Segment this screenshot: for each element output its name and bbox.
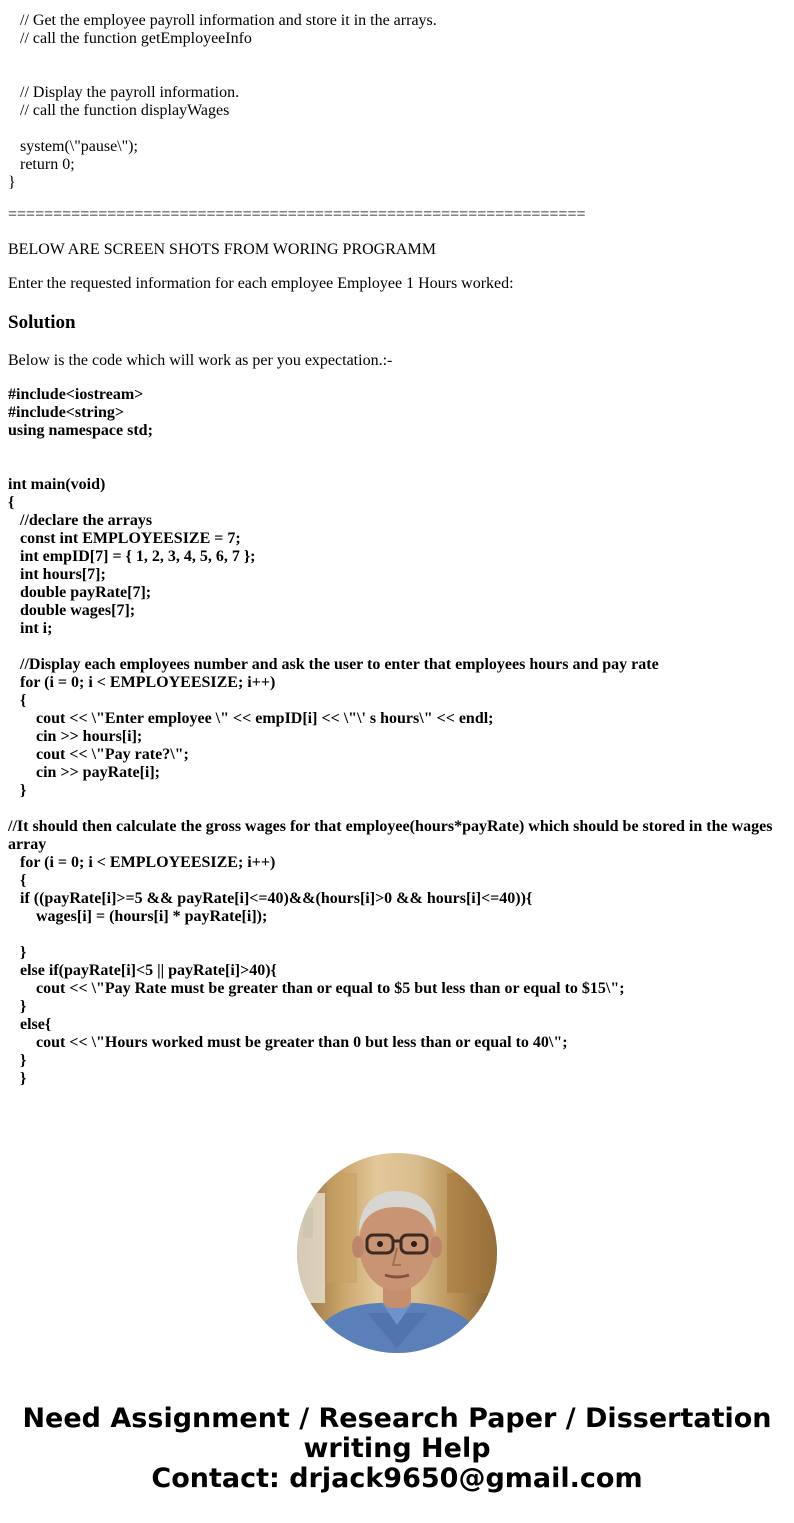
- code-line: double wages[7];: [8, 602, 136, 619]
- code-line: // Get the employee payroll information and store it in the arrays.: [8, 12, 437, 29]
- code-line: [8, 66, 794, 84]
- author-portrait-illustration: [297, 1153, 497, 1353]
- code-line: system(\"pause\");: [8, 138, 138, 155]
- code-line: }: [8, 782, 27, 799]
- code-line: // call the function displayWages: [8, 102, 230, 119]
- code-line: {: [8, 872, 27, 889]
- code-line: cin >> hours[i];: [8, 728, 143, 745]
- code-line: cin >> payRate[i];: [8, 764, 160, 781]
- code-line: int i;: [8, 620, 53, 637]
- code-line: {: [8, 494, 15, 511]
- promo-contact-line: Contact: drjack9650@gmail.com: [151, 1463, 643, 1494]
- code-line: int main(void): [8, 476, 106, 493]
- code-line: int empID[7] = { 1, 2, 3, 4, 5, 6, 7 };: [8, 548, 256, 565]
- code-line: //declare the arrays: [8, 512, 153, 529]
- code-line: [8, 440, 794, 458]
- separator-line: ================================================================: [8, 206, 586, 223]
- code-line: int hours[7];: [8, 566, 106, 583]
- code-line: double payRate[7];: [8, 584, 152, 601]
- code-line: // Display the payroll information.: [8, 84, 240, 101]
- code-line: }: [8, 1070, 27, 1087]
- code-line: //Display each employees number and ask the user to enter that employees hours and pay rate: [8, 656, 659, 673]
- promo-line-2: writing Help: [303, 1433, 491, 1464]
- code-line: for (i = 0; i < EMPLOYEESIZE; i++): [8, 674, 276, 691]
- program-prompt-text: Enter the requested information for each employee Employee 1 Hours worked:: [8, 275, 514, 292]
- solution-heading: Solution: [8, 312, 76, 333]
- code-line: for (i = 0; i < EMPLOYEESIZE; i++): [8, 854, 276, 871]
- code-line: [8, 800, 794, 818]
- code-line: #include<iostream>: [8, 386, 144, 403]
- code-line: const int EMPLOYEESIZE = 7;: [8, 530, 241, 547]
- code-line: cout << \"Pay rate?\";: [8, 746, 189, 763]
- code-line: #include<string>: [8, 404, 125, 421]
- solution-code-block: [8, 386, 794, 1088]
- code-line: }: [8, 998, 27, 1015]
- promo-line-1: Need Assignment / Research Paper / Dissertation: [22, 1403, 772, 1434]
- code-line: }: [8, 944, 27, 961]
- code-line: //It should then calculate the gross wages for that employee(hours*payRate) which should be stored in the wages array: [8, 818, 773, 853]
- code-line: else if(payRate[i]<5 || payRate[i]>40){: [8, 962, 277, 979]
- code-line: if ((payRate[i]>=5 && payRate[i]<=40)&&(hours[i]>0 && hours[i]<=40)){: [8, 890, 533, 907]
- code-line: using namespace std;: [8, 422, 153, 439]
- code-line: }: [8, 174, 16, 191]
- code-line: }: [8, 1052, 27, 1069]
- code-line: [8, 48, 794, 66]
- code-line: cout << \"Hours worked must be greater than 0 but less than or equal to 40\";: [8, 1034, 568, 1051]
- code-line: [8, 120, 794, 138]
- code-line: cout << \"Pay Rate must be greater than or equal to $5 but less than or equal to $15\";: [8, 980, 625, 997]
- code-line: // call the function getEmployeeInfo: [8, 30, 252, 47]
- top-code-block: [8, 12, 794, 192]
- code-line: wages[i] = (hours[i] * payRate[i]);: [8, 908, 268, 925]
- solution-intro: Below is the code which will work as per you expectation.:-: [8, 352, 393, 369]
- code-line: return 0;: [8, 156, 75, 173]
- code-line: [8, 926, 794, 944]
- code-line: [8, 458, 794, 476]
- code-line: else{: [8, 1016, 52, 1033]
- code-line: cout << \"Enter employee \" << empID[i] << \"\' s hours\" << endl;: [8, 710, 494, 727]
- screenshots-note: BELOW ARE SCREEN SHOTS FROM WORING PROGRAMM: [8, 241, 436, 258]
- code-line: {: [8, 692, 27, 709]
- code-line: [8, 638, 794, 656]
- author-photo: [297, 1153, 497, 1353]
